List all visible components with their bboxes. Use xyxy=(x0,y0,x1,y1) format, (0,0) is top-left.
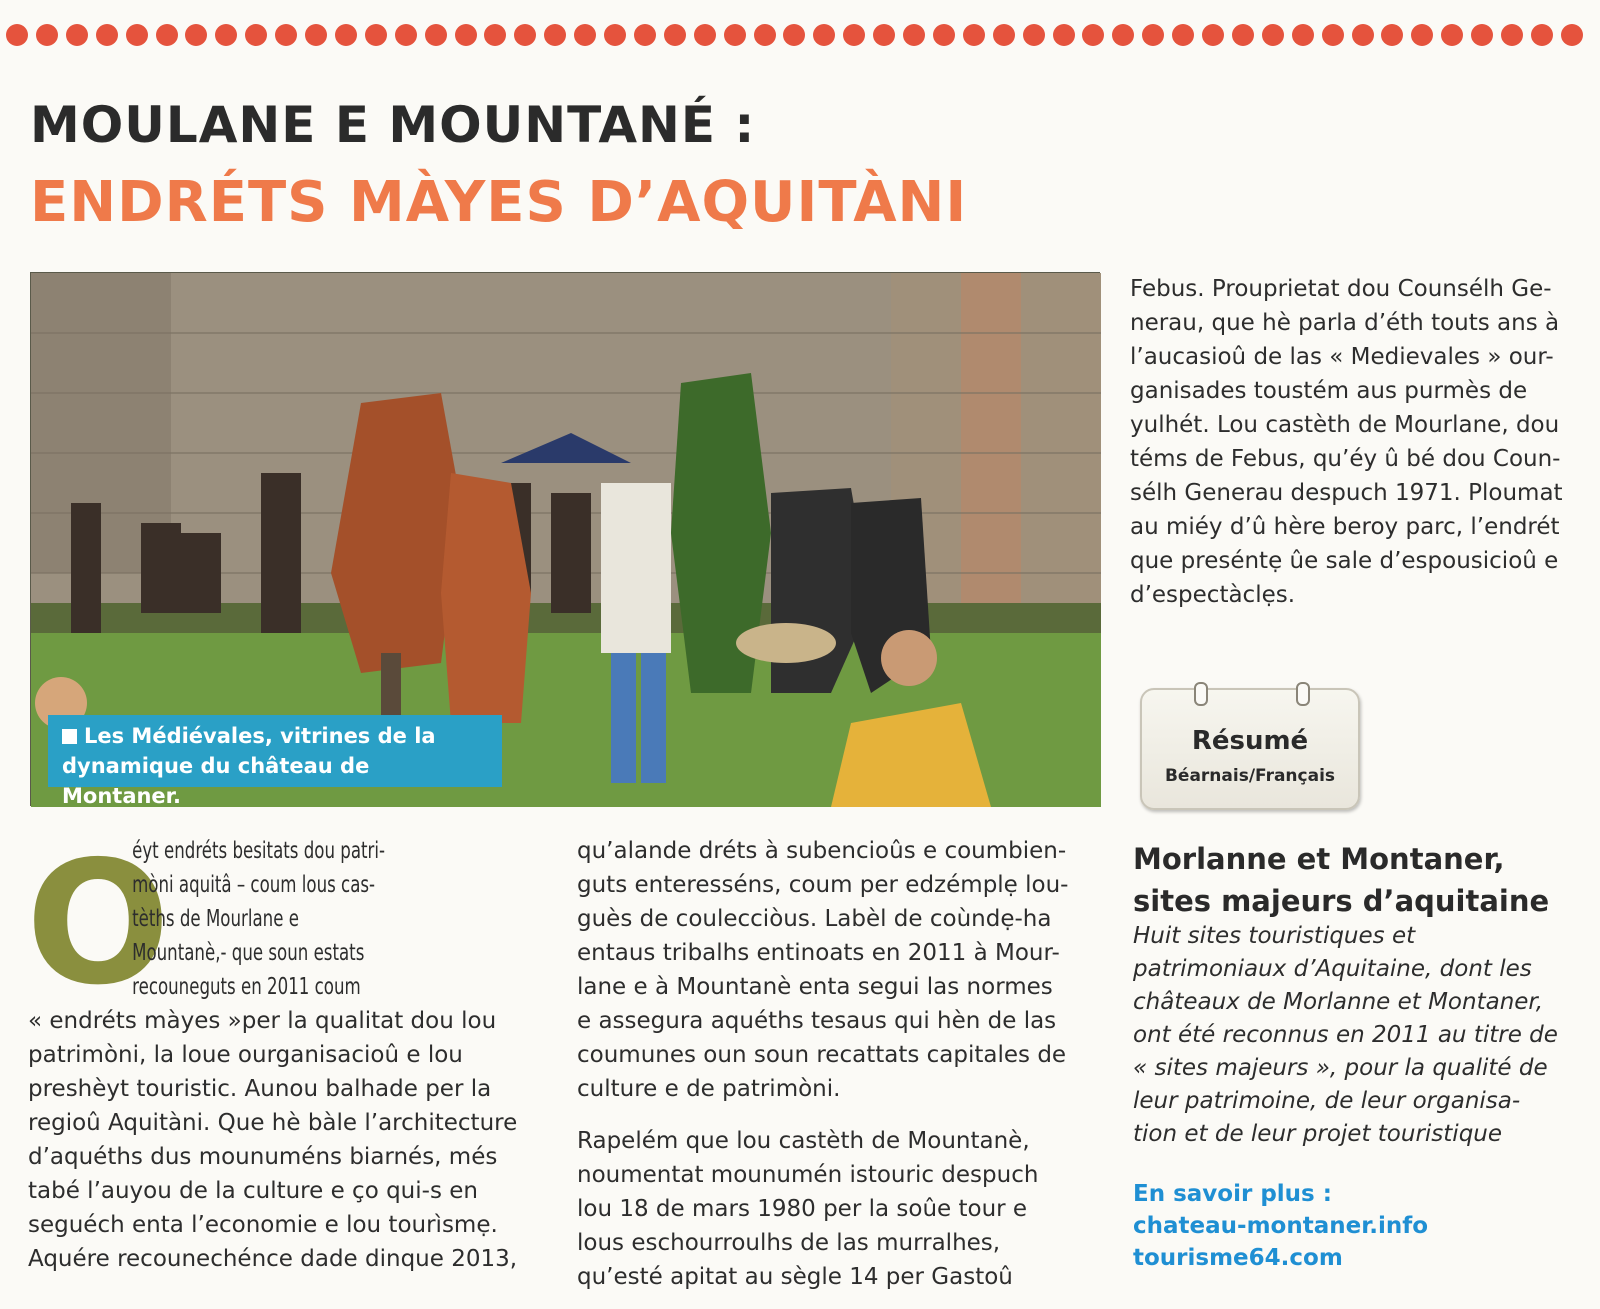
summary-text xyxy=(1133,920,1558,1151)
caption-bullet-icon xyxy=(62,729,77,744)
text-line: patrimoniaux d’Aquitaine, dont les xyxy=(1133,956,1532,982)
border-dot xyxy=(245,24,267,46)
text-line: guts enteresséns, coum per edzémplẹ lou- xyxy=(577,872,1069,898)
border-dot xyxy=(1441,24,1463,46)
border-dot xyxy=(963,24,985,46)
border-dot xyxy=(275,24,297,46)
border-dot xyxy=(1112,24,1134,46)
border-dot xyxy=(156,24,178,46)
border-dot xyxy=(425,24,447,46)
border-dot xyxy=(36,24,58,46)
border-dot xyxy=(1202,24,1224,46)
border-dot xyxy=(66,24,88,46)
article-column-1 xyxy=(28,834,548,1276)
text-line: sélh Generau despuch 1971. Ploumat xyxy=(1130,480,1563,506)
border-dot xyxy=(365,24,387,46)
text-line: tion et de leur projet touristique xyxy=(1133,1121,1503,1147)
text-line: lou 18 de mars 1980 per la soûe tour e xyxy=(577,1196,1028,1222)
text-line: regioû Aquitàni. Que hè bàle l’architecture xyxy=(28,1110,518,1136)
text-line: lane e à Mountanè enta segui las normes xyxy=(577,974,1053,1000)
text-line: éyt endréts besitats dou patri- xyxy=(132,838,386,864)
border-dot xyxy=(305,24,327,46)
border-dot xyxy=(1381,24,1403,46)
border-dot xyxy=(1471,24,1493,46)
text-line: d’espectàclẹs. xyxy=(1130,582,1296,608)
border-dot xyxy=(1142,24,1164,46)
text-line: entaus tribalhs entinoats en 2011 à Mour- xyxy=(577,940,1060,966)
border-dot xyxy=(455,24,477,46)
border-dot xyxy=(126,24,148,46)
border-dot xyxy=(514,24,536,46)
border-dot xyxy=(1172,24,1194,46)
link-tourisme64[interactable]: tourisme64.com xyxy=(1133,1245,1343,1271)
resume-title: Résumé xyxy=(1191,726,1309,756)
text-line: tèths de Mourlane e xyxy=(132,906,299,932)
hook-icon xyxy=(1296,682,1310,706)
text-line: ont été reconnus en 2011 au titre de xyxy=(1133,1022,1558,1048)
more-info-label: En savoir plus : xyxy=(1133,1181,1332,1207)
border-dot xyxy=(6,24,28,46)
border-dot xyxy=(574,24,596,46)
text-line: l’aucasioû de las « Medievales » our- xyxy=(1130,344,1554,370)
article-column-3 xyxy=(1130,272,1585,612)
border-dot xyxy=(873,24,895,46)
text-line: Rapelém que lou castèth de Mountanè, xyxy=(577,1128,1030,1154)
border-dot xyxy=(1262,24,1284,46)
text-line: qu’alande dréts à subencioûs e coumbien- xyxy=(577,838,1067,864)
text-line: seguéch enta l’economie e lou tourìsmẹ. xyxy=(28,1212,498,1238)
summary-heading xyxy=(1133,838,1549,922)
text-line: recouneguts en 2011 coum xyxy=(132,974,361,1000)
summary-heading-line-1: Morlanne et Montaner, xyxy=(1133,842,1505,876)
border-dot xyxy=(634,24,656,46)
text-line: patrimòni, la loue ourganisacioû e lou xyxy=(28,1042,463,1068)
text-line: yulhét. Lou castèth de Mourlane, dou xyxy=(1130,412,1560,438)
text-line: tabé l’auyou de la culture e ço qui-s en xyxy=(28,1178,478,1204)
more-info xyxy=(1133,1178,1428,1274)
text-line: qu’esté apitat au sègle 14 per Gastoû xyxy=(577,1264,1013,1290)
border-dot xyxy=(933,24,955,46)
border-dot xyxy=(813,24,835,46)
text-line: noumentat mounumén istouric despuch xyxy=(577,1162,1039,1188)
text-line: guès de coulecciòus. Labèl de coùndẹ-ha xyxy=(577,906,1052,932)
paragraph-gap xyxy=(577,1106,1097,1124)
headline-line-1: MOULANE E MOUNTANÉ : xyxy=(30,96,756,154)
resume-subtitle: Béarnais/Français xyxy=(1164,766,1336,786)
text-line: mòni aquitâ – coum lous cas- xyxy=(132,872,376,898)
border-dot xyxy=(1023,24,1045,46)
article-column-2 xyxy=(577,834,1097,1294)
border-dot xyxy=(843,24,865,46)
hook-icon xyxy=(1194,682,1208,706)
text-line: « sites majeurs », pour la qualité de xyxy=(1133,1055,1548,1081)
border-dot xyxy=(215,24,237,46)
border-dot xyxy=(1531,24,1553,46)
border-dot xyxy=(185,24,207,46)
border-dot xyxy=(1561,24,1583,46)
text-line: Mountanè,- que soun estats xyxy=(132,940,365,966)
border-dot xyxy=(993,24,1015,46)
text-line: d’aquéths dus mounuméns biarnés, més xyxy=(28,1144,498,1170)
text-line: coumunes oun soun recattats capitales de xyxy=(577,1042,1067,1068)
border-dot xyxy=(1232,24,1254,46)
border-dot xyxy=(395,24,417,46)
border-dot xyxy=(903,24,925,46)
text-line: nerau, que hè parla d’éth touts ans à xyxy=(1130,310,1560,336)
text-line: téms de Febus, qu’éy û bé dou Coun- xyxy=(1130,446,1561,472)
text-line: ganisades toustém aus purmès de xyxy=(1130,378,1528,404)
border-dot xyxy=(1082,24,1104,46)
decorative-dot-border xyxy=(6,24,1594,50)
text-line: Aquére recounechénce dade dinque 2013, xyxy=(28,1246,518,1272)
border-dot xyxy=(724,24,746,46)
border-dot xyxy=(783,24,805,46)
text-line: au miéy d’û hère beroy parc, l’endrét xyxy=(1130,514,1560,540)
border-dot xyxy=(1352,24,1374,46)
text-line: lous eschourroulhs de las murralhes, xyxy=(577,1230,1001,1256)
border-dot xyxy=(484,24,506,46)
text-line: « endréts màyes »per la qualitat dou lou xyxy=(28,1008,497,1034)
border-dot xyxy=(1053,24,1075,46)
summary-heading-line-2: sites majeurs d’aquitaine xyxy=(1133,884,1550,918)
text-line: culture e de patrimòni. xyxy=(577,1076,841,1102)
border-dot xyxy=(664,24,686,46)
border-dot xyxy=(544,24,566,46)
border-dot xyxy=(1501,24,1523,46)
text-line: châteaux de Morlanne et Montaner, xyxy=(1133,989,1544,1015)
link-chateau-montaner[interactable]: chateau-montaner.info xyxy=(1133,1213,1429,1239)
text-line: Huit sites touristiques et xyxy=(1133,923,1416,949)
border-dot xyxy=(604,24,626,46)
text-line: preshèyt touristic. Aunou balhade per la xyxy=(28,1076,492,1102)
border-dot xyxy=(1322,24,1344,46)
caption-line-1: Les Médiévales, vitrines de la xyxy=(84,724,436,748)
border-dot xyxy=(96,24,118,46)
border-dot xyxy=(694,24,716,46)
border-dot xyxy=(1411,24,1433,46)
text-line: Febus. Prouprietat dou Counsélh Ge- xyxy=(1130,276,1552,302)
border-dot xyxy=(335,24,357,46)
photo-caption xyxy=(48,715,502,808)
text-line: leur patrimoine, de leur organisa- xyxy=(1133,1088,1521,1114)
border-dot xyxy=(754,24,776,46)
drop-cap-letter: O xyxy=(25,825,171,1023)
border-dot xyxy=(1292,24,1314,46)
text-line: que preséntẹ ûe sale d’espousicioû e xyxy=(1130,548,1559,574)
headline-line-2: ENDRÉTS MÀYES D’AQUITÀNI xyxy=(30,170,968,235)
caption-line-2: dynamique du château de Montaner. xyxy=(62,754,370,808)
text-line: e assegura aquéths tesaus qui hèn de las xyxy=(577,1008,1057,1034)
resume-tag xyxy=(1140,688,1360,810)
